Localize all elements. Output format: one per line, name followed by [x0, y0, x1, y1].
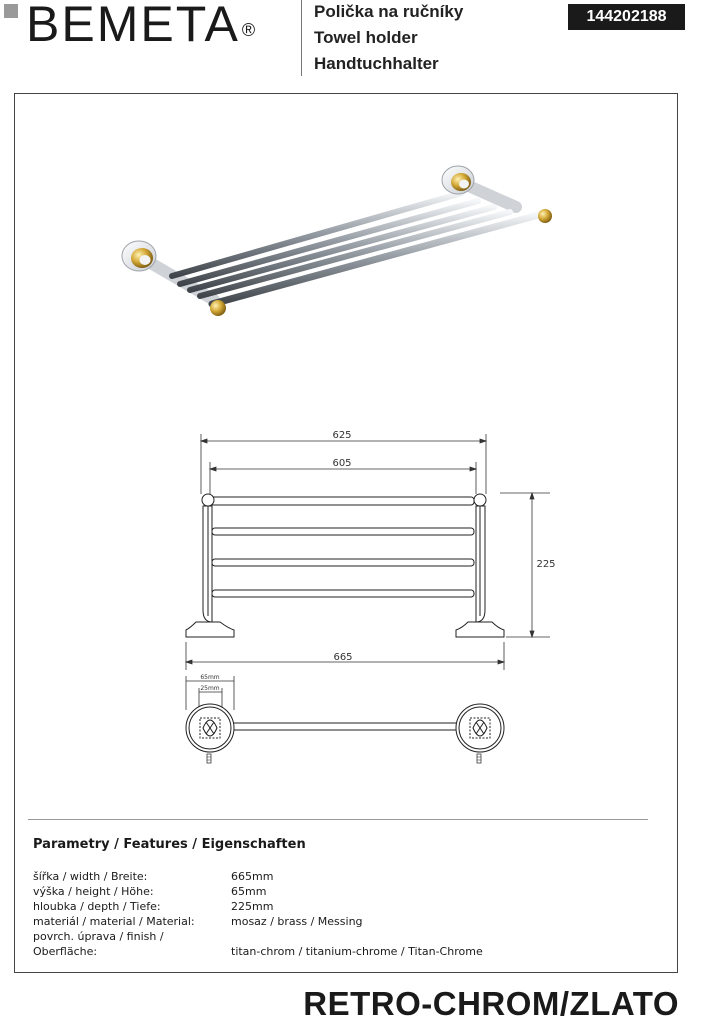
dimension-lines	[186, 434, 550, 712]
param-row-finish	[33, 929, 633, 959]
product-code-badge: 144202188	[568, 4, 685, 30]
front-view-drawing	[186, 704, 504, 763]
param-value: mosaz / brass / Messing	[231, 915, 363, 928]
parameters-heading: Parametry / Features / Eigenschaften	[33, 837, 306, 852]
parameters-divider	[28, 819, 648, 820]
brand-logo: BEMETA ®	[26, 0, 256, 52]
title-german: Handtuchhalter	[314, 54, 439, 73]
dim-625-label: 625	[332, 430, 352, 441]
param-row-height	[33, 884, 633, 899]
dim-225-label: 225	[536, 559, 556, 570]
param-label: materiál / material / Material:	[33, 915, 195, 928]
param-row-material	[33, 914, 633, 929]
title-english: Towel holder	[314, 28, 418, 47]
product-photo	[122, 166, 552, 316]
title-czech: Polička na ručníky	[314, 2, 464, 21]
param-label: šířka / width / Breite:	[33, 870, 148, 883]
dim-605-label: 605	[332, 458, 352, 469]
param-label: povrch. úprava / finish / Oberfläche:	[33, 930, 164, 958]
dim-665-label: 665	[333, 652, 353, 663]
param-value: titan-chrom / titanium-chrome / Titan-Chrome	[231, 945, 483, 958]
param-row-width	[33, 869, 633, 884]
collection-name: RETRO-CHROM/ZLATO	[303, 985, 679, 1022]
param-label: hloubka / depth / Tiefe:	[33, 900, 161, 913]
param-row-depth	[33, 899, 633, 914]
dim-25mm-label: 25mm	[200, 685, 220, 692]
param-value: 65mm	[231, 885, 267, 898]
param-value: 225mm	[231, 900, 274, 913]
side-elevation-drawing	[186, 494, 504, 637]
param-value: 665mm	[231, 870, 274, 883]
param-label: výška / height / Höhe:	[33, 885, 154, 898]
dim-65mm-label: 65mm	[200, 674, 220, 681]
